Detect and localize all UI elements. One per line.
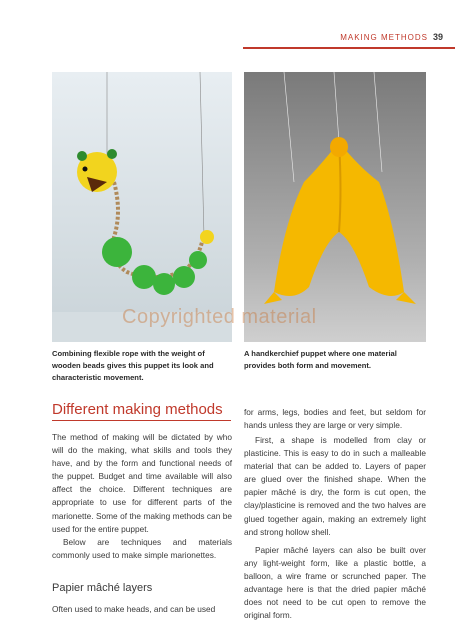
right-paragraph-3: Papier mâché layers can also be built over any light-weight form, like a plastic bottle, a balloon, a wire frame or scrunched paper. The advantage here is that the dried papier mâché does not need to be cut open to remove the original form. — [244, 545, 426, 621]
left-paragraph-1: The method of making will be dictated by who will do the making, what skills and tools they have, and by the form and functional needs of the puppet. Budget and time available will also affect the choice. Different techniques are appropriate to use for different parts of the marionette. Some of the making methods can be used for the entire puppet. — [52, 432, 232, 534]
bead-puppet-illustration — [52, 72, 232, 342]
running-header: MAKING METHODS — [340, 33, 428, 42]
sub-first-line: Often used to make heads, and can be used — [52, 604, 216, 614]
handkerchief-puppet-illustration — [244, 72, 426, 342]
page-number: 39 — [433, 32, 444, 42]
handkerchief-puppet-photo — [244, 72, 426, 342]
bead-puppet-photo — [52, 72, 232, 342]
right-figure-caption: A handkerchief puppet where one material provides both form and movement. — [244, 349, 397, 370]
section-heading: Different making methods — [52, 401, 223, 418]
subheading: Papier mâché layers — [52, 582, 153, 594]
watermark: Copyrighted material — [122, 306, 317, 328]
right-paragraph-2: First, a shape is modelled from clay or plasticine. This is easy to do in such a malleable material that can be added to. Layers of paper are glued over the finished shape. When the papier mâché is dry, the form is cut open, the clay/plasticine is removed and the two halves are glued together again, making an extremely light and strong hollow shell. — [244, 435, 426, 537]
right-paragraph-1: for arms, legs, bodies and feet, but seldom for hands unless they are large or very simple. — [244, 407, 426, 431]
header-rule — [243, 47, 455, 49]
left-paragraph-2: Below are techniques and materials commonly used to make simple marionettes. — [52, 537, 232, 561]
left-figure-caption: Combining flexible rope with the weight of wooden beads gives this puppet its look and characteristic movement. — [52, 349, 214, 382]
heading-rule — [52, 420, 231, 421]
